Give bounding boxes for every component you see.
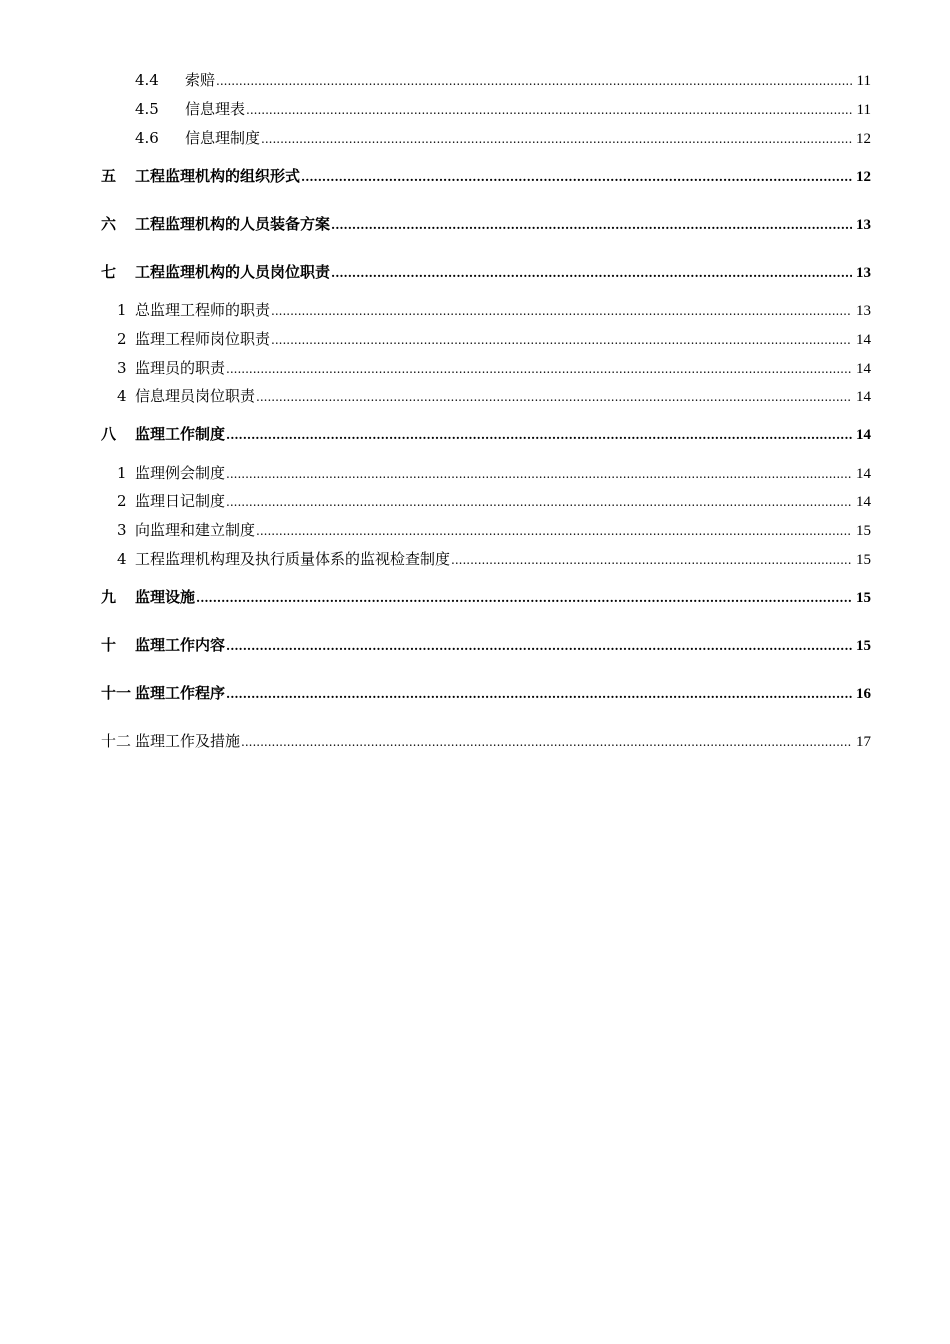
toc-chapter-10[interactable] xyxy=(0,635,950,656)
toc-entry-title: 监理工程师岗位职责 xyxy=(135,330,271,348)
toc-entry-title: 监理设施 xyxy=(135,588,196,606)
toc-entry-number: 3 xyxy=(117,359,127,377)
toc-entry-7-2[interactable] xyxy=(0,329,950,350)
toc-entry-number: 九 xyxy=(101,588,117,606)
toc-entry-number: 1 xyxy=(117,464,127,482)
toc-leader-dots xyxy=(256,520,852,540)
toc-entry-number: 十 xyxy=(101,636,117,654)
toc-entry-8-4[interactable] xyxy=(0,549,950,570)
toc-entry-4-5[interactable] xyxy=(0,99,950,120)
toc-leader-dots xyxy=(261,128,852,148)
toc-entry-title: 工程监理机构的组织形式 xyxy=(135,167,301,185)
toc-leader-dots xyxy=(331,262,852,282)
toc-entry-number: 十二 xyxy=(101,732,132,750)
toc-leader-dots xyxy=(196,587,852,607)
toc-entry-title: 工程监理机构的人员装备方案 xyxy=(135,215,331,233)
toc-leader-dots xyxy=(226,683,852,703)
toc-entry-title: 监理例会制度 xyxy=(135,464,226,482)
toc-entry-page: 17 xyxy=(856,734,871,750)
toc-entry-number: 4.4 xyxy=(135,71,159,89)
toc-entry-page: 14 xyxy=(856,427,871,443)
toc-entry-page: 14 xyxy=(856,361,871,377)
toc-entry-page: 15 xyxy=(856,552,871,568)
toc-entry-8-3[interactable] xyxy=(0,520,950,541)
toc-entry-4-4[interactable] xyxy=(0,70,950,91)
toc-entry-title: 监理员的职责 xyxy=(135,359,226,377)
toc-entry-number: 3 xyxy=(117,521,127,539)
toc-entry-page: 14 xyxy=(856,466,871,482)
toc-entry-number: 2 xyxy=(117,492,127,510)
toc-chapter-7[interactable] xyxy=(0,262,950,283)
toc-chapter-5[interactable] xyxy=(0,166,950,187)
toc-entry-title: 监理工作内容 xyxy=(135,636,226,654)
toc-entry-page: 14 xyxy=(856,332,871,348)
toc-entry-page: 12 xyxy=(856,131,871,147)
toc-entry-page: 16 xyxy=(856,686,871,702)
toc-entry-7-3[interactable] xyxy=(0,358,950,379)
toc-leader-dots xyxy=(271,300,852,320)
toc-entry-title: 监理工作制度 xyxy=(135,425,226,443)
toc-entry-page: 11 xyxy=(856,102,871,118)
toc-leader-dots xyxy=(246,99,852,119)
toc-entry-7-4[interactable] xyxy=(0,386,950,407)
toc-entry-page: 15 xyxy=(856,638,871,654)
toc-entry-8-1[interactable] xyxy=(0,463,950,484)
toc-entry-title: 向监理和建立制度 xyxy=(135,521,256,539)
toc-entry-title: 信息理员岗位职责 xyxy=(135,387,256,405)
toc-entry-page: 11 xyxy=(856,73,871,89)
toc-entry-number: 八 xyxy=(101,425,117,443)
toc-entry-number: 4.5 xyxy=(135,100,159,118)
toc-chapter-11[interactable] xyxy=(0,683,950,704)
toc-entry-page: 15 xyxy=(856,523,871,539)
toc-entry-page: 15 xyxy=(856,590,871,606)
toc-entry-title: 信息理表 xyxy=(185,100,246,118)
toc-chapter-6[interactable] xyxy=(0,214,950,235)
toc-leader-dots xyxy=(331,214,852,234)
toc-entry-title: 监理工作及措施 xyxy=(135,732,241,750)
toc-entry-number: 七 xyxy=(101,263,117,281)
toc-entry-page: 13 xyxy=(856,217,871,233)
toc-entry-8-2[interactable] xyxy=(0,491,950,512)
toc-leader-dots xyxy=(226,424,852,444)
toc-leader-dots xyxy=(226,358,852,378)
toc-entry-title: 工程监理机构理及执行质量体系的监视检查制度 xyxy=(135,550,451,568)
toc-entry-title: 索赔 xyxy=(185,71,216,89)
toc-entry-number: 2 xyxy=(117,330,127,348)
toc-chapter-8[interactable] xyxy=(0,424,950,445)
toc-leader-dots xyxy=(226,491,852,511)
toc-entry-page: 13 xyxy=(856,265,871,281)
toc-entry-title: 监理工作程序 xyxy=(135,684,226,702)
toc-leader-dots xyxy=(301,166,852,186)
toc-entry-number: 十一 xyxy=(101,684,132,702)
toc-entry-number: 1 xyxy=(117,301,127,319)
toc-leader-dots xyxy=(451,549,852,569)
toc-entry-number: 五 xyxy=(101,167,117,185)
toc-chapter-12[interactable] xyxy=(0,731,950,752)
toc-leader-dots xyxy=(271,329,852,349)
toc-entry-page: 14 xyxy=(856,389,871,405)
toc-entry-page: 13 xyxy=(856,303,871,319)
toc-entry-title: 总监理工程师的职责 xyxy=(135,301,271,319)
toc-leader-dots xyxy=(226,463,852,483)
toc-entry-7-1[interactable] xyxy=(0,300,950,321)
toc-entry-title: 监理日记制度 xyxy=(135,492,226,510)
toc-entry-number: 4 xyxy=(117,387,127,405)
toc-entry-number: 六 xyxy=(101,215,117,233)
toc-leader-dots xyxy=(226,635,852,655)
toc-chapter-9[interactable] xyxy=(0,587,950,608)
toc-entry-number: 4 xyxy=(117,550,127,568)
toc-leader-dots xyxy=(256,386,852,406)
toc-entry-title: 信息理制度 xyxy=(185,129,261,147)
toc-entry-number: 4.6 xyxy=(135,129,159,147)
toc-entry-page: 14 xyxy=(856,494,871,510)
toc-entry-page: 12 xyxy=(856,169,871,185)
toc-entry-4-6[interactable] xyxy=(0,128,950,149)
toc-leader-dots xyxy=(241,731,852,751)
toc-entry-title: 工程监理机构的人员岗位职责 xyxy=(135,263,331,281)
toc-leader-dots xyxy=(216,70,852,90)
